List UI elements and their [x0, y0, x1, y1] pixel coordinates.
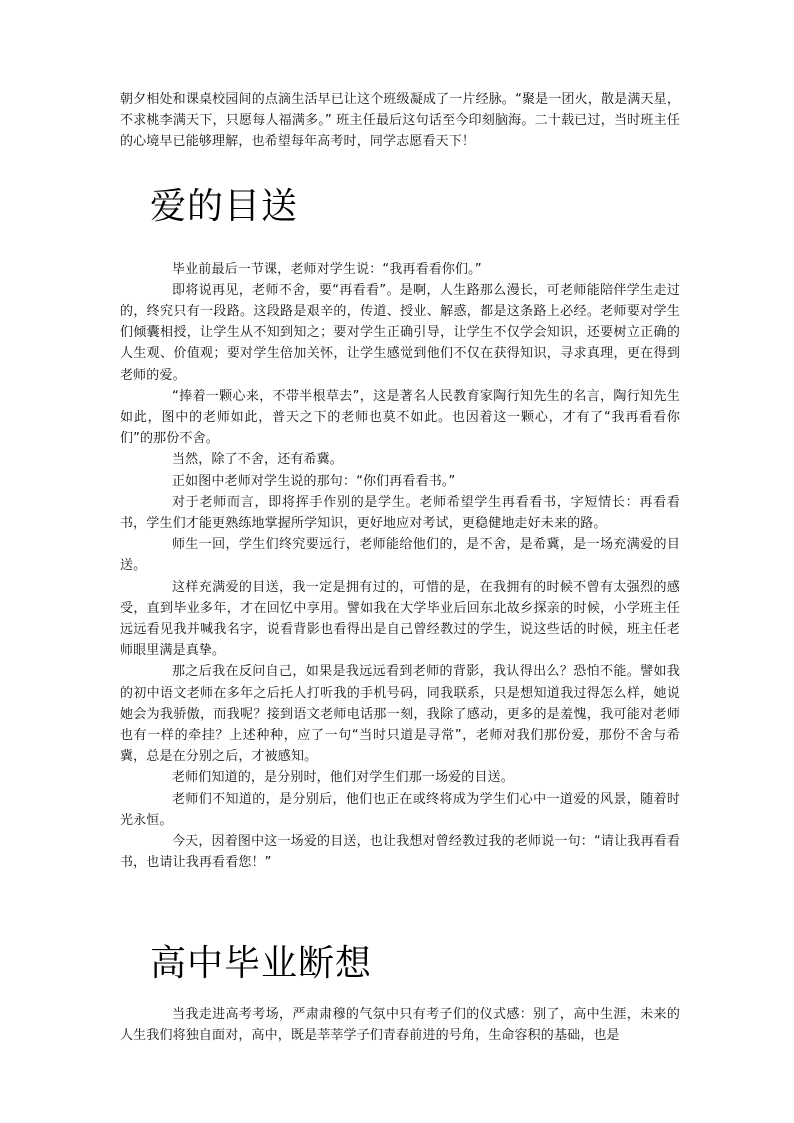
body-paragraph: 当我走进高考考场，严肃肃穆的气氛中只有考子们的仪式感：别了，高中生涯，未来的人生我们将独自面对，高中，既是莘莘学子们青春前进的号角，生命容积的基础，也是: [120, 1006, 680, 1043]
body-paragraph: 这样充满爱的目送，我一定是拥有过的，可惜的是，在我拥有的时候不曾有太强烈的感受，直到毕业多年，才在回忆中享用。譬如我在大学毕业后回东北故乡探亲的时候，小学班主任远远看见我并喊我名字，说看背影也看得出是自己曾经教过的学生，说这些话的时候，班主任老师眼里满是真挚。: [120, 579, 680, 659]
body-paragraph: 师生一回，学生们终究要远行，老师能给他们的，是不舍，是希冀，是一场充满爱的目送。: [120, 537, 680, 574]
body-paragraph: 老师们不知道的，是分别后，他们也正在或终将成为学生们心中一道爱的风景，随着时光永恒。: [120, 791, 680, 828]
section-title-graduation-thoughts: 高中毕业断想: [150, 942, 373, 984]
section-body-love-farewell: [120, 259, 680, 874]
intro-paragraph: 朝夕相处和课桌校园间的点滴生活早已让这个班级凝成了一片经脉。“聚是一团火，散是满天星，不求桃李满天下，只愿每人福满多。” 班主任最后这句话至今印刻脑海。二十载已过，当时班主任的心境早已能够理解，也希望每年高考时，同学志愿看天下！: [120, 92, 680, 150]
body-paragraph: 老师们知道的，是分别时，他们对学生们那一场爱的目送。: [172, 770, 514, 786]
body-paragraph: 正如图中老师对学生说的那句：“你们再看看书。”: [172, 473, 456, 489]
body-paragraph: “捧着一颗心来，不带半根草去”，这是著名人民教育家陶行知先生的名言，陶行知先生如此，图中的老师如此，普天之下的老师也莫不如此。也因着这一颗心，才有了“我再看看你们”的那份不舍。: [120, 388, 680, 447]
section-title-love-farewell: 爱的目送: [150, 185, 299, 227]
section-body-graduation-thoughts: [120, 1004, 680, 1046]
body-paragraph: 对于老师而言，即将挥手作别的是学生。老师希望学生再看看书，字短情长：再看看书，学生们才能更熟练地掌握所学知识，更好地应对考试，更稳健地走好未来的路。: [120, 494, 680, 532]
body-paragraph: 毕业前最后一节课，老师对学生说：“我再看看你们。”: [172, 261, 482, 277]
body-paragraph: 即将说再见，老师不舍，要“再看看”。是啊，人生路那么漫长，可老师能陪伴学生走过的，终究只有一段路。这段路是艰辛的，传道、授业、解惑，都是这条路上必经。老师要对学生们倾囊相授，让学生从不知到知之；要对学生正确引导，让学生不仅学会知识，还要树立正确的人生观、价值观；要对学生倍加关怀，让学生感觉到他们不仅在获得知识，寻求真理，更在得到老师的爱。: [120, 282, 680, 383]
document-page: [120, 89, 680, 1046]
body-paragraph: 当然，除了不舍，还有希冀。: [172, 452, 343, 468]
body-paragraph: 今天，因着图中这一场爱的目送，也让我想对曾经教过我的老师说一句：“请让我再看看书，也请让我再看看您！”: [120, 834, 680, 871]
body-paragraph: 那之后我在反问自己，如果是我远远看到老师的背影，我认得出么？恐怕不能。譬如我的初中语文老师在多年之后托人打听我的手机号码，同我联系，只是想知道我过得怎么样，她说她会为我骄傲，而我呢？接到语文老师电话那一刻，我除了感动，更多的是羞愧，我可能对老师也有一样的牵挂？上述种种，应了一句“当时只道是寻常”，老师对我们那份爱，那份不舍与希冀，总是在分别之后，才被感知。: [120, 664, 680, 765]
